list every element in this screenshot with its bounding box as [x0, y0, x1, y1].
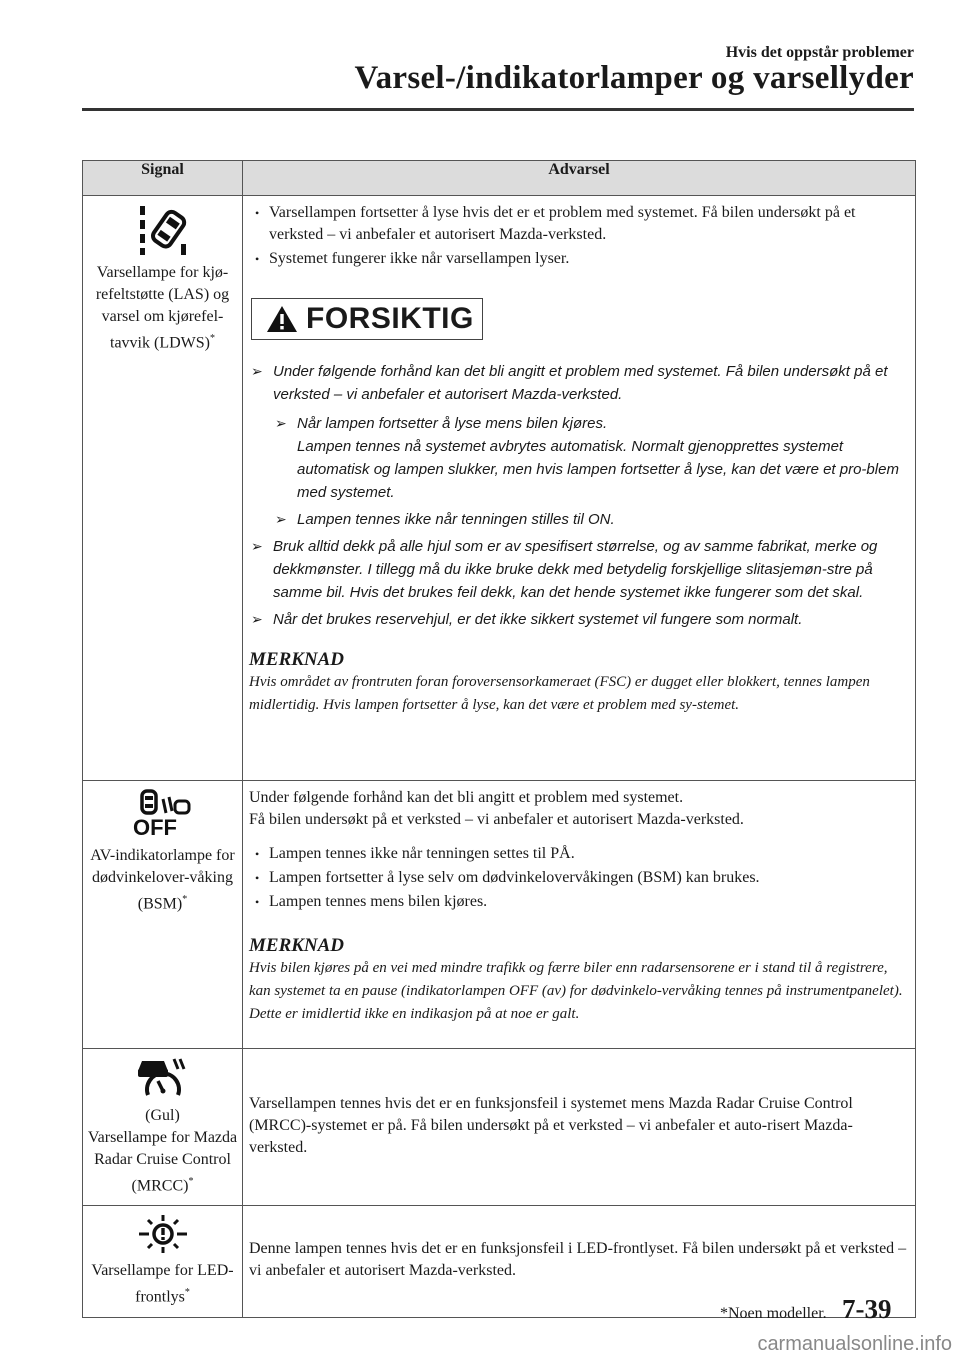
radar-cruise-warning-icon [136, 1057, 190, 1099]
warning-bullet-list [249, 202, 909, 270]
list-item: • Varsellampen fortsetter å lyse hvis det er et problem med systemet. Få bilen undersøkt på et verksted – vi anbefaler et autorisert Mazda-verksted. [249, 202, 909, 246]
list-item: • Lampen tennes mens bilen kjøres. [249, 891, 909, 913]
caution-subitem: ➢ Lampen tennes ikke når tenningen stilles til ON. [273, 508, 909, 531]
table-header-row [83, 161, 916, 196]
caution-label: FORSIKTIG [306, 302, 474, 335]
caution-item: ➢ Bruk alltid dekk på alle hjul som er av spesifisert størrelse, og av samme fabrikat, merke og dekkmønster. I tillegg må du ikke bruke dekk med betydelig forskjellige slitasjemøn-stre på samme bil. Hvis det brukes feil dekk, kan det hende systemet ikke fungerer som det skal. [249, 535, 909, 604]
caution-item: ➢ Under følgende forhånd kan det bli angitt et problem med systemet. Få bilen undersøkt på et verksted – vi anbefaler et autorisert Mazda-verksted. [249, 360, 909, 406]
warning-cell [243, 1206, 916, 1317]
note-text: Hvis området av frontruten foran foroversensorkameraet (FSC) er dugget eller blokkert, tennes lampen midlertidig. Hvis lampen fortsetter å lyse, kan det være et problem med sy-stemet. [249, 674, 870, 713]
list-item: • Lampen fortsetter å lyse selv om dødvinkelovervåkingen (BSM) kan brukes. [249, 867, 909, 889]
note-title: MERKNAD [249, 935, 345, 956]
signal-label: Varsellampe for kjø-refeltstøtte (LAS) og varsel om kjørefel-tavvik (LDWS) [95, 264, 230, 352]
note-title: MERKNAD [249, 649, 345, 670]
asterisk-mark: * [182, 894, 188, 905]
warning-cell [243, 196, 916, 781]
column-header-signal: Signal [83, 161, 243, 196]
warning-bullet-list [249, 843, 909, 913]
signal-label: Varsellampe for LED-frontlys [91, 1262, 234, 1306]
page-number: 7-39 [842, 1294, 892, 1324]
signal-cell [83, 196, 243, 781]
bsm-off-indicator-icon [133, 789, 193, 839]
signal-cell [83, 781, 243, 1049]
table-row [83, 1206, 916, 1317]
warning-text: Denne lampen tennes hvis det er en funksjonsfeil i LED-frontlyset. Få bilen undersøkt på et verksted – vi anbefaler et autorisert Mazda-verksted. [249, 1240, 907, 1280]
caution-subitem-text: Lampen tennes nå systemet avbrytes automatisk. Normalt gjenopprettes systemet automatisk og lampen slukker, men hvis lampen fortsetter å lyse, kan det være et pro-blem med systemet. [297, 438, 899, 501]
asterisk-mark: * [188, 1176, 194, 1187]
asterisk-mark: * [184, 1287, 190, 1299]
table-row [83, 196, 916, 781]
led-headlight-warning-icon [138, 1214, 188, 1254]
caution-item: ➢ Når det brukes reservehjul, er det ikke sikkert systemet vil fungere som normalt. [249, 608, 909, 631]
section-title: Hvis det oppstår problemer [725, 44, 914, 61]
signal-cell [83, 1206, 243, 1317]
caution-subitem-title: ➢ Når lampen fortsetter å lyse mens bilen kjøres. [297, 415, 608, 432]
signal-label: Varsellampe for Mazda Radar Cruise Control (MRCC) [87, 1129, 238, 1195]
warning-cell [243, 781, 916, 1049]
lane-departure-warning-icon [138, 204, 188, 256]
signal-cell [83, 1049, 243, 1206]
watermark: carmanualsonline.info [757, 1333, 952, 1355]
bsm-off-text: OFF [132, 815, 177, 839]
warning-triangle-icon [266, 305, 298, 333]
warning-text: Varsellampen tennes hvis det er en funksjonsfeil i systemet mens Mazda Radar Cruise Control (MRCC)-systemet er på. Få bilen undersøkt på et verksted – vi anbefaler et auto-risert Mazda-verksted. [249, 1095, 853, 1157]
caution-subitem [273, 412, 909, 504]
table-row [83, 1049, 916, 1206]
warning-cell [243, 1049, 916, 1206]
intro-text: Under følgende forhånd kan det bli angitt et problem med systemet. [249, 789, 684, 806]
table-row [83, 781, 916, 1049]
intro-text: Få bilen undersøkt på et verksted – vi anbefaler et autorisert Mazda-verksted. [249, 811, 744, 828]
list-item: • Lampen tennes ikke når tenningen settes til PÅ. [249, 843, 909, 865]
signal-label: AV-indikatorlampe for dødvinkelover-våking (BSM) [90, 847, 235, 913]
caution-box [251, 298, 483, 340]
page-title: Varsel-/indikatorlamper og varsellyder [354, 60, 914, 96]
footnote: *Noen modeller. [720, 1305, 827, 1322]
list-item: • Systemet fungerer ikke når varsellampen lyser. [249, 248, 909, 270]
note-text: Hvis bilen kjøres på en vei med mindre trafikk og færre biler enn radarsensorene er i stand til å registrere, kan systemet ta en pause (indikatorlampen OFF (av) for dødvinkelo-vervåking tennes på instrumentpanelet). Dette er imidlertid ikke en indikasjon på at noe er galt. [249, 960, 903, 1022]
signal-color-label: (Gul) [145, 1107, 180, 1124]
signal-table [82, 160, 916, 1318]
asterisk-mark: * [209, 333, 215, 344]
column-header-warning: Advarsel [243, 161, 916, 196]
header-divider [82, 108, 914, 111]
